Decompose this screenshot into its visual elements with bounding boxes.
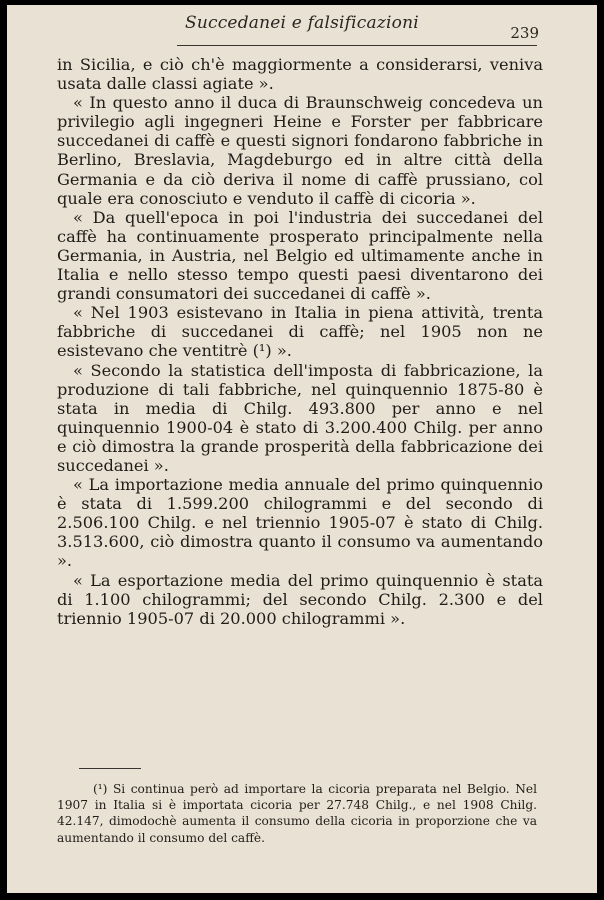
book-page <box>7 5 597 893</box>
paragraph: « Da quell'epoca in poi l'industria dei succedanei del caffè ha continuamente prosperato principalmente nella Germania, in Austria, nel Belgio ed ultimamente anche in Italia e nello stesso tempo questi paesi diventarono dei grandi consumatori dei succedanei di caffè ». <box>57 207 543 304</box>
paragraph: « Secondo la statistica dell'imposta di fabbricazione, la produzione di tali fabbriche, nel quinquennio 1875-80 è stata in media di Chilg. 493.800 per anno e nel quinquennio 1900-04 è stato di 3.200.400 Chilg. per anno e ciò dimostra la grande prosperità della fabbricazione dei succedanei ». <box>57 360 543 475</box>
footnote: (¹) Si continua però ad importare la cicoria preparata nel Belgio. Nel 1907 in Italia si è importata cicoria per 27.748 Chilg., e nel 1908 Chilg. 42.147, dimodochè aumenta il consumo della cicoria in proporzione che va aumentando il consumo del caffè. <box>57 782 537 845</box>
footnote-rule <box>79 768 141 769</box>
page-number: 239 <box>510 24 539 42</box>
paragraph: in Sicilia, e ciò ch'è maggiormente a considerarsi, veniva usata dalle classi agiate ». <box>57 55 543 94</box>
page-header <box>7 13 597 43</box>
paragraph: « Nel 1903 esistevano in Italia in piena attività, trenta fabbriche di succedanei di caffè; nel 1905 non ne esistevano che ventitrè (¹) ». <box>57 303 543 361</box>
paragraph: « La importazione media annuale del primo quinquennio è stata di 1.599.200 chilogrammi e del secondo di 2.506.100 Chilg. e nel triennio 1905-07 è stato di Chilg. 3.513.600, ciò dimostra quanto il consumo va aumentando ». <box>57 475 543 571</box>
paragraph: « La esportazione media del primo quinquennio è stata di 1.100 chilogrammi; del secondo Chilg. 2.300 e del triennio 1905-07 di 20.000 chilogrammi ». <box>57 570 543 628</box>
body-text <box>57 55 543 628</box>
running-title: Succedanei e falsificazioni <box>185 13 419 33</box>
header-rule <box>177 45 537 46</box>
paragraph: « In questo anno il duca di Braunschweig concedeva un privilegio agli ingegneri Heine e Forster per fabbricare succedanei di caffè e questi signori fondarono fabbriche in Berlino, Breslavia, Magdeburgo ed in altre città della Germania e da ciò deriva il nome di caffè prussiano, col quale era conosciuto e venduto il caffè di cicoria ». <box>57 93 543 208</box>
